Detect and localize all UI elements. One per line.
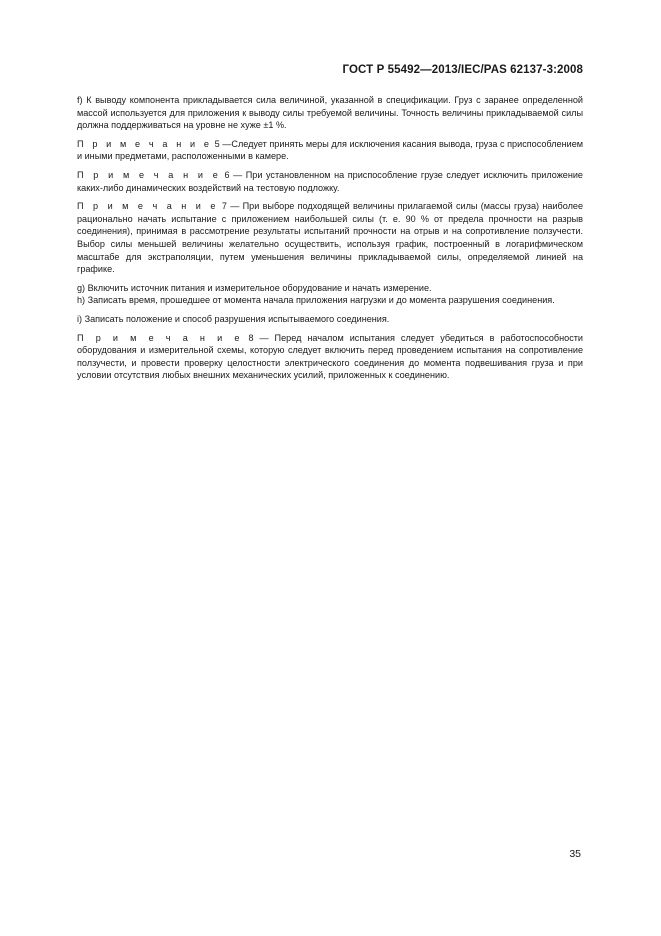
note-6-label: П р и м е ч а н и е — [77, 169, 221, 180]
note-7-label: П р и м е ч а н и е — [77, 201, 219, 212]
item-g: g) Включить источник питания и измерительное оборудование и начать измерение. — [77, 282, 432, 293]
note-7 — [77, 200, 583, 276]
note-8-label: П р и м е ч а н и е — [77, 332, 243, 343]
note-8 — [77, 332, 583, 382]
document-body — [77, 94, 583, 382]
item-i: i) Записать положение и способ разрушения испытываемого соединения. — [77, 313, 390, 324]
item-h: h) Записать время, прошедшее от момента начала приложения нагрузки и до момента разрушения соединения. — [77, 295, 555, 306]
note-6 — [77, 169, 583, 194]
note-5-text: 5 —Следует принять меры для исключения касания вывода, груза с приспособлением и иными предметами, расположенными в камере. — [77, 138, 584, 162]
note-8-text: 8 — Перед началом испытания следует убедиться в работоспособности оборудования и измерительной схемы, которую следует включить перед проведением испытания на сопротивление ползучести, и провести проверку целостности электрического соединения до момента подвешивания груза и при условии отсутствия любых внешних механических усилий, приложенных к соединению. — [77, 332, 583, 381]
note-7-text: 7 — При выборе подходящей величины прилагаемой силы (массы груза) наиболее рационально начать испытание с приложением наибольшей силы (т. е. 90 % от предела прочности на разрыв соединения), принимая в рассмотрение результаты испытаний прочности на отрыв и на сопротивление ползучести. Выбор силы меньшей величины желательно осуществить, используя график, построенный в логарифмическом масштабе для экстраполяции, путем уменьшения величины прикладываемой силы, определяемой линией на графике. — [77, 201, 584, 275]
page-number: 35 — [569, 848, 581, 860]
note-5-label: П р и м е ч а н и е — [77, 138, 213, 149]
note-5 — [77, 138, 583, 163]
document-header: ГОСТ Р 55492—2013/IEC/PAS 62137-3:2008 — [342, 64, 583, 76]
note-6-text: 6 — При установленном на приспособление грузе следует исключить приложение каких-либо динамических воздействий на тестовую подложку. — [77, 169, 583, 193]
paragraph-f: f) К выводу компонента прикладывается сила величиной, указанной в спецификации. Груз с заранее определенной массой используется для приложения к выводу силы требуемой величины. Точность величины прикладываемой силы должна поддерживаться на уровне не хуже ±1 %. — [77, 95, 583, 131]
